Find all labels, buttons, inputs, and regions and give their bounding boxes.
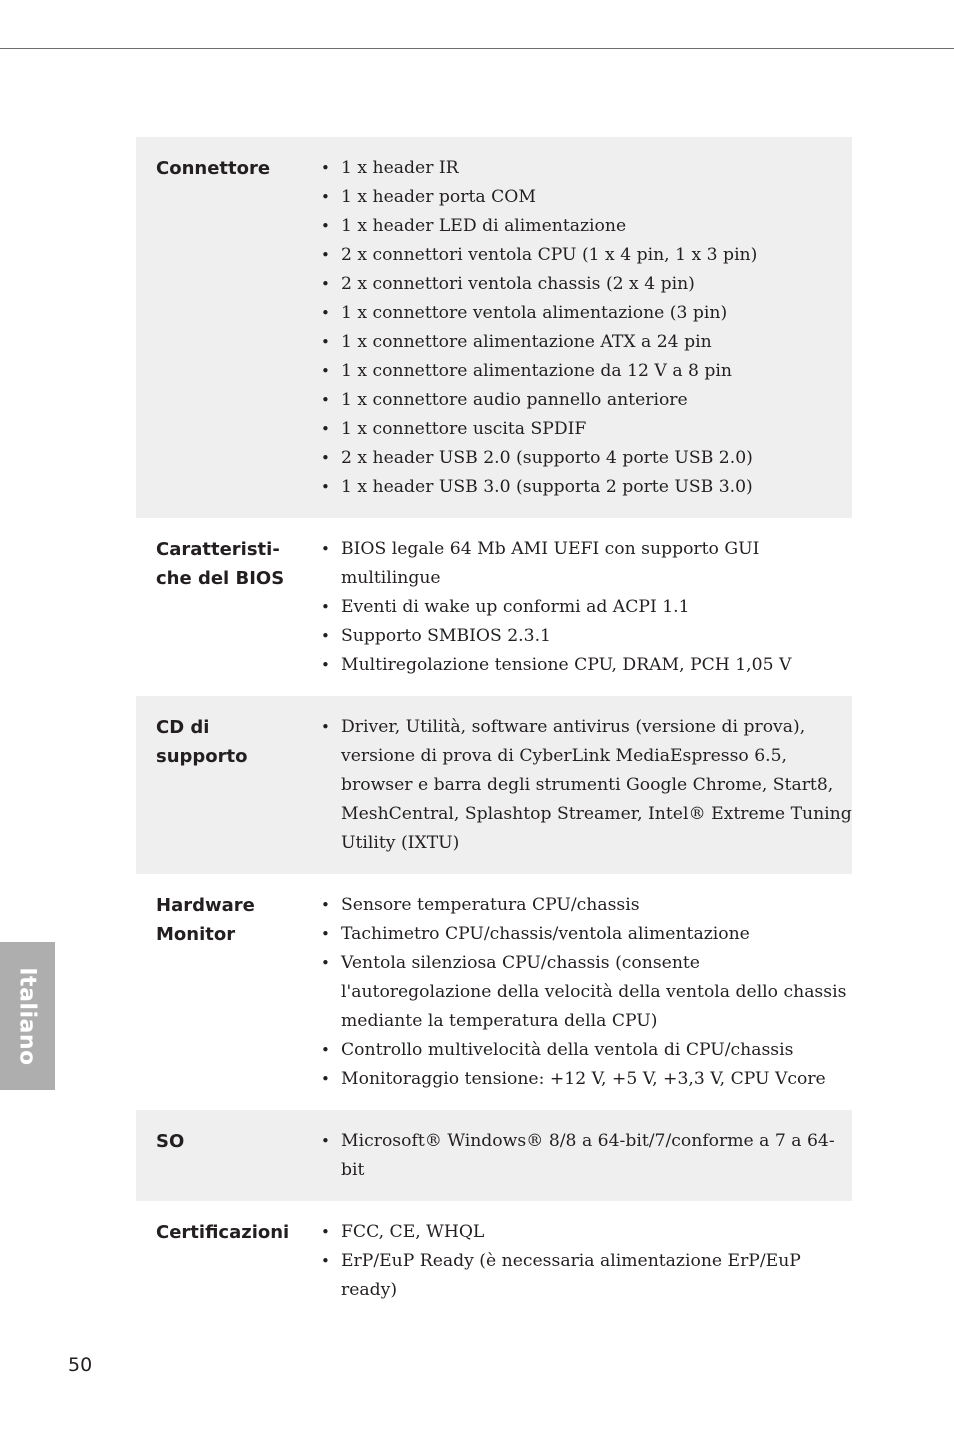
spec-table [136, 137, 852, 1321]
spec-item: • 1 x header porta COM [321, 183, 852, 212]
spec-item: • Tachimetro CPU/chassis/ventola alimentazione [321, 920, 852, 949]
spec-item: • Eventi di wake up conformi ad ACPI 1.1 [321, 593, 852, 622]
spec-items [321, 891, 852, 1094]
spec-label: Certificazioni [156, 1222, 290, 1243]
spec-item: • Sensore temperatura CPU/chassis [321, 891, 852, 920]
spec-items [321, 1218, 852, 1305]
spec-item: • Controllo multivelocità della ventola di CPU/chassis [321, 1036, 852, 1065]
spec-items [321, 154, 852, 502]
spec-row-so [136, 1110, 852, 1201]
spec-row-bios [136, 518, 852, 696]
spec-label: Connettore [156, 158, 271, 179]
spec-items [321, 1127, 852, 1185]
spec-item: • Multiregolazione tensione CPU, DRAM, PCH 1,05 V [321, 651, 852, 680]
spec-items [321, 535, 852, 680]
spec-item: • 1 x header LED di alimentazione [321, 212, 852, 241]
spec-label: Caratteristi- che del BIOS [156, 539, 285, 589]
spec-item: • Driver, Utilità, software antivirus (versione di prova), versione di prova di CyberLink MediaEspresso 6.5, browser e barra degli strumenti Google Chrome, Start8, MeshCentral, Splashtop Streamer, Intel® Extreme Tuning Utility (IXTU) [321, 713, 852, 858]
spec-row-cd-supporto [136, 696, 852, 874]
spec-items [321, 713, 852, 858]
spec-item: • Monitoraggio tensione: +12 V, +5 V, +3,3 V, CPU Vcore [321, 1065, 852, 1094]
spec-row-hardware-monitor [136, 874, 852, 1110]
spec-row-certificazioni [136, 1201, 852, 1321]
spec-item: • Ventola silenziosa CPU/chassis (consente l'autoregolazione della velocità della ventola dello chassis mediante la temperatura della CPU) [321, 949, 852, 1036]
spec-row-connettore [136, 137, 852, 518]
language-label: Italiano [15, 966, 41, 1066]
spec-item: • FCC, CE, WHQL [321, 1218, 852, 1247]
spec-item: • ErP/EuP Ready (è necessaria alimentazione ErP/EuP ready) [321, 1247, 852, 1305]
spec-item: • 1 x connettore alimentazione ATX a 24 pin [321, 328, 852, 357]
language-side-tab [0, 942, 55, 1090]
spec-item: • 1 x header IR [321, 154, 852, 183]
spec-label: CD di supporto [156, 717, 248, 767]
spec-item: • 1 x connettore ventola alimentazione (3 pin) [321, 299, 852, 328]
spec-item: • Microsoft® Windows® 8/8 a 64-bit/7/conforme a 7 a 64-bit [321, 1127, 852, 1185]
spec-label: SO [156, 1131, 185, 1152]
spec-item: • 1 x header USB 3.0 (supporta 2 porte USB 3.0) [321, 473, 852, 502]
spec-item: • BIOS legale 64 Mb AMI UEFI con supporto GUI multilingue [321, 535, 852, 593]
spec-item: • 1 x connettore audio pannello anteriore [321, 386, 852, 415]
spec-item: • 2 x connettori ventola CPU (1 x 4 pin, 1 x 3 pin) [321, 241, 852, 270]
spec-label: Hardware Monitor [156, 895, 255, 945]
spec-item: • 2 x connettori ventola chassis (2 x 4 pin) [321, 270, 852, 299]
header-rule [0, 48, 954, 49]
spec-item: • 2 x header USB 2.0 (supporto 4 porte USB 2.0) [321, 444, 852, 473]
page-number: 50 [68, 1354, 93, 1376]
spec-item: • 1 x connettore alimentazione da 12 V a 8 pin [321, 357, 852, 386]
spec-item: • 1 x connettore uscita SPDIF [321, 415, 852, 444]
spec-item: • Supporto SMBIOS 2.3.1 [321, 622, 852, 651]
